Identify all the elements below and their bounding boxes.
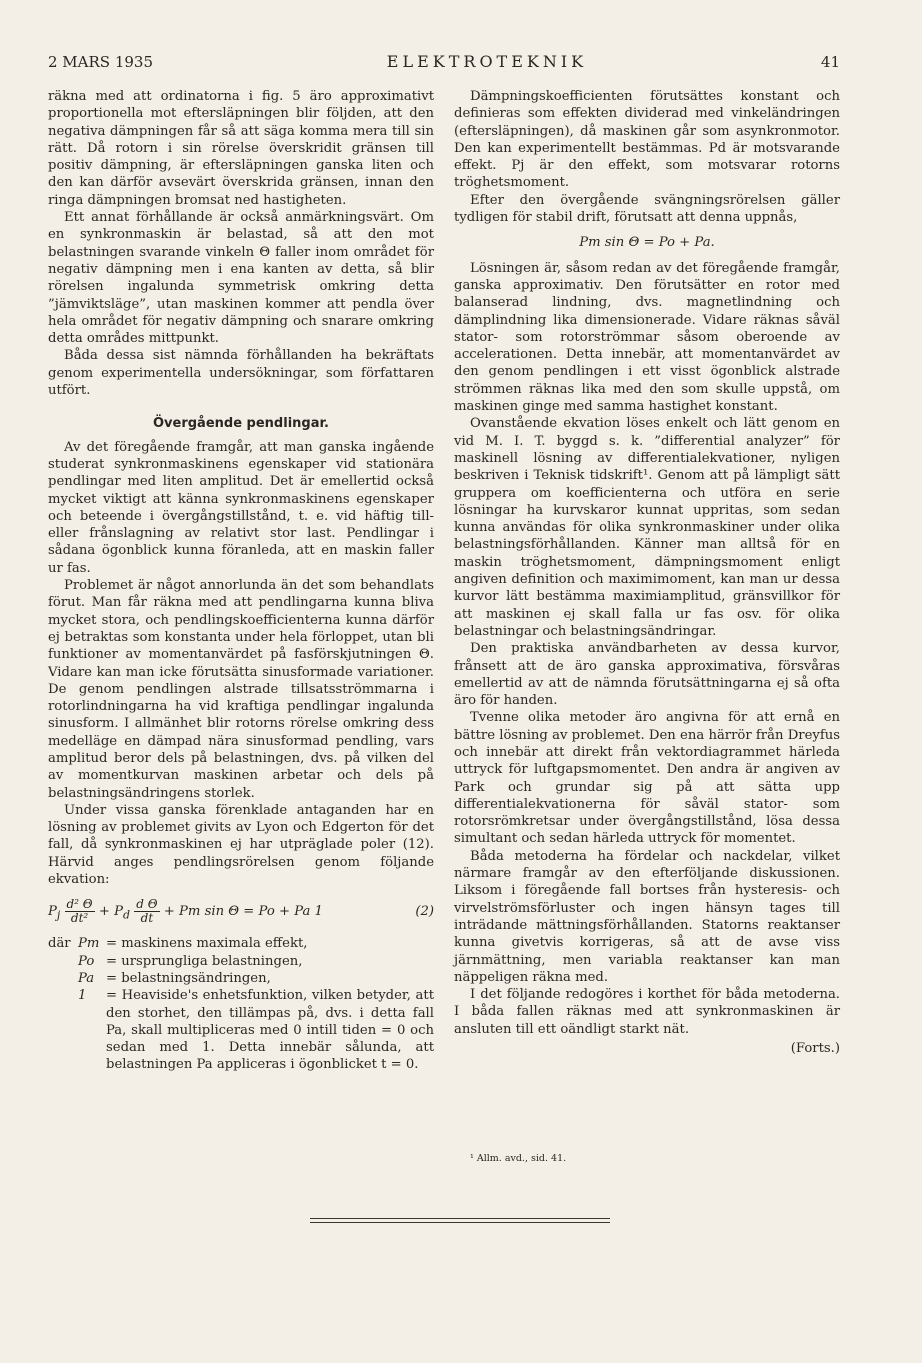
paragraph: Efter den övergående svängningsrörelsen gäller tydligen för stabil drift, förutsatt att denna uppnås, — [454, 192, 840, 226]
end-rule — [310, 1222, 610, 1223]
continued-note: (Forts.) — [790, 1041, 840, 1057]
paragraph: Ovanstående ekvation löses enkelt och lätt genom en vid M. I. T. byggd s. k. ”differential analyzer” för maskinell lösning av differentialekvationer, nyligen beskriven i Teknisk tidskrift¹. Genom att på lämpligt sätt gruppera om koefficienterna och utföra en serie lösningar ha kurvskaror kunnat uppritas, som sedan kunna användas för olika synkronmaskiner under olika belastningsförhållanden. Känner man alltså för en maskin tröghetsmoment, dämpningsmoment enligt angiven definition och maximimoment, kan man ur dessa kurvor lätt bestämma maximiamplitud, gränsvillkor för att maskinen ej skall falla ur fas osv. för olika belastningar och belastningsändringar. — [454, 416, 840, 639]
section-heading: Övergående pendlingar. — [153, 416, 329, 432]
equation-number: (2) — [415, 904, 434, 920]
footnote: ¹ Allm. avd., sid. 41. — [470, 1153, 567, 1164]
paragraph: Lösningen är, såsom redan av det föregående framgår, ganska approximativ. Den förutsätter en rotor med balanserad lindning, dvs. magnetlindning och dämplindning lika dimensionerade. Vidare räknas såväl stator- som rotorströmmar såsom oberoende av accelerationen. Detta innebär, att momentanvärdet av den genom pendlingen i ett visst ögonblick alstrade strömmen räknas lika med den som skulle uppstå, om maskinen ginge med samma hastighet konstant. — [454, 260, 840, 415]
paragraph: Den praktiska användbarheten av dessa kurvor, frånsett att de äro ganska approximativa, försvåras emellertid av att de nämnda förutsättningarna ej så ofta äro för handen. — [454, 641, 840, 709]
definition-row: 1 = Heaviside's enhetsfunktion, vilken betyder, att den storhet, den tillämpas på, dvs. i detta fall Pa, skall multipliceras med 0 intill tiden = 0 och sedan med 1. Detta innebär sålunda, att belastningen Pa appliceras i ögonblicket t = 0. — [78, 988, 434, 1073]
paragraph: Båda dessa sist nämnda förhållanden ha bekräftats genom experimentella undersökningar, som författaren utfört. — [48, 348, 434, 399]
fraction: $\frac{\text{d² Θ}}{\text{dt²}}$ — [66, 897, 93, 926]
stability-equation: Pm sin Θ = Po + Pa. — [579, 235, 715, 251]
definition-row: Po = ursprungliga belastningen, — [78, 953, 303, 969]
paragraph: Dämpningskoefficienten förutsättes konstant och definieras som effekten dividerad med vinkeländringen (eftersläpningen), då maskinen går som asynkronmotor. Den kan experimentellt bestämmas. Pd är motsvarande effekt. Pj är den effekt, som motsvarar rotorns tröghetsmoment. — [454, 89, 840, 191]
paragraph: Under vissa ganska förenklade antaganden har en lösning av problemet givits av Lyon och Edgerton för det fall, då synkronmaskinen ej har utpräglade poler (12). Härvid anges pendlingsrörelsen genom följande ekvation: — [48, 802, 434, 888]
paragraph: Av det föregående framgår, att man ganska ingående studerat synkronmaskinens egenskaper vid stationära pendlingar med liten amplitud. Det är emellertid också mycket viktigt att känna synkronmaskinens egenskaper och beteende i övergångstillstånd, t. e. vid häftig till- eller frånslagning av relativt stor last. Pendlingar i sådana ögonblick kunna föranleda, att en maskin faller ur fas. — [48, 439, 434, 576]
definition-row: Pa = belastningsändringen, — [78, 970, 271, 986]
right-column — [454, 88, 840, 1057]
fraction: $\frac{\text{d Θ}}{dt}$ — [136, 897, 158, 926]
equation-2 — [48, 898, 434, 925]
paragraph: Problemet är något annorlunda än det som behandlats förut. Man får räkna med att pendlingarna kunna bliva mycket stora, och pendlingskoefficienterna kunna därför ej betraktas som konstanta under hela förloppet, utan bli funktioner av momentanvärdet på fasförskjutningen Θ. Vidare kan man icke förutsätta sinusformade variationer. De genom pendlingen alstrade tillsatsströmmarna i rotorlindningarna ha vid kraftiga pendlingar ingalunda sinusform. I allmänhet blir rotorns rörelse omkring dess medelläge en dämpad nära sinusformad pendling, vars amplitud beror dels på belastningen, dvs. på vilken del av momentkurvan maskinen arbetar och dels på belastningsändringens storlek. — [48, 578, 434, 801]
paragraph: Båda metoderna ha fördelar och nackdelar, vilket närmare framgår av den efterföljande diskussionen. Liksom i föregående fall bortses från hysteresis- och virvelströmsförluster och ingen hänsyn tages till inträdande mättningsförhållanden. Statorns reaktanser kunna givetvis korrigeras, så att de avse viss järnmättning, men variabla reaktanser kan man näppeligen räkna med. — [454, 848, 840, 985]
running-head — [48, 52, 840, 74]
paragraph: Tvenne olika metoder äro angivna för att ernå en bättre lösning av problemet. Den ena härrör från Dreyfus och innebär att direkt från vektordiagrammet härleda uttryck för luftgapsmomentet. Den andra är angiven av Park och grundar sig på att sätta upp differentialekvationerna för såväl stator- som rotorsrömkretsar under övergångstillstånd, lösa dessa simultant och sedan härleda uttryck för momentet. — [454, 710, 840, 847]
page-number: 41 — [820, 53, 840, 71]
journal-title: ELEKTROTEKNIK — [386, 52, 588, 71]
definition-row: där Pm = maskinens maximala effekt, — [48, 936, 308, 952]
paragraph: räkna med att ordinatorna i fig. 5 äro approximativt proportionella mot eftersläpningen blir följden, att den negativa dämpningen får så att säga komma mera till sin rätt. Då rotorn i sin rörelse överskridit gränsen till positiv dämpning, är eftersläpningen ganska liten och den kan därför avsevärt överskrida gränsen, innan den ringa dämpningen bromsat ned hastigheten. — [48, 89, 434, 208]
left-column — [48, 88, 434, 1074]
equation-body: $P_j$ $\frac{\text{d² Θ}}{\text{dt²}}$ + $P_d$ $\frac{\text{d Θ}}{dt}$ + Pm sin Θ = Po + Pa 1 — [48, 897, 323, 926]
symbol-definitions — [48, 935, 434, 1073]
paragraph: I det följande redogöres i korthet för båda metoderna. I båda fallen räknas med att synkronmaskinen är ansluten till ett oändligt starkt nät. — [454, 987, 840, 1037]
issue-date: 2 MARS 1935 — [48, 53, 154, 71]
end-rule — [310, 1218, 610, 1219]
paragraph: Ett annat förhållande är också anmärkningsvärt. Om en synkronmaskin är belastad, så att den mot belastningen svarande vinkeln Θ faller inom området för negativ dämpning men i ena kanten av detta, så blir rörelsen ingalunda symmetrisk omkring detta ”jämviktsläge”, utan maskinen kommer att pendla över hela området för negativ dämpning och snarare omkring detta områdes mittpunkt. — [48, 210, 434, 347]
